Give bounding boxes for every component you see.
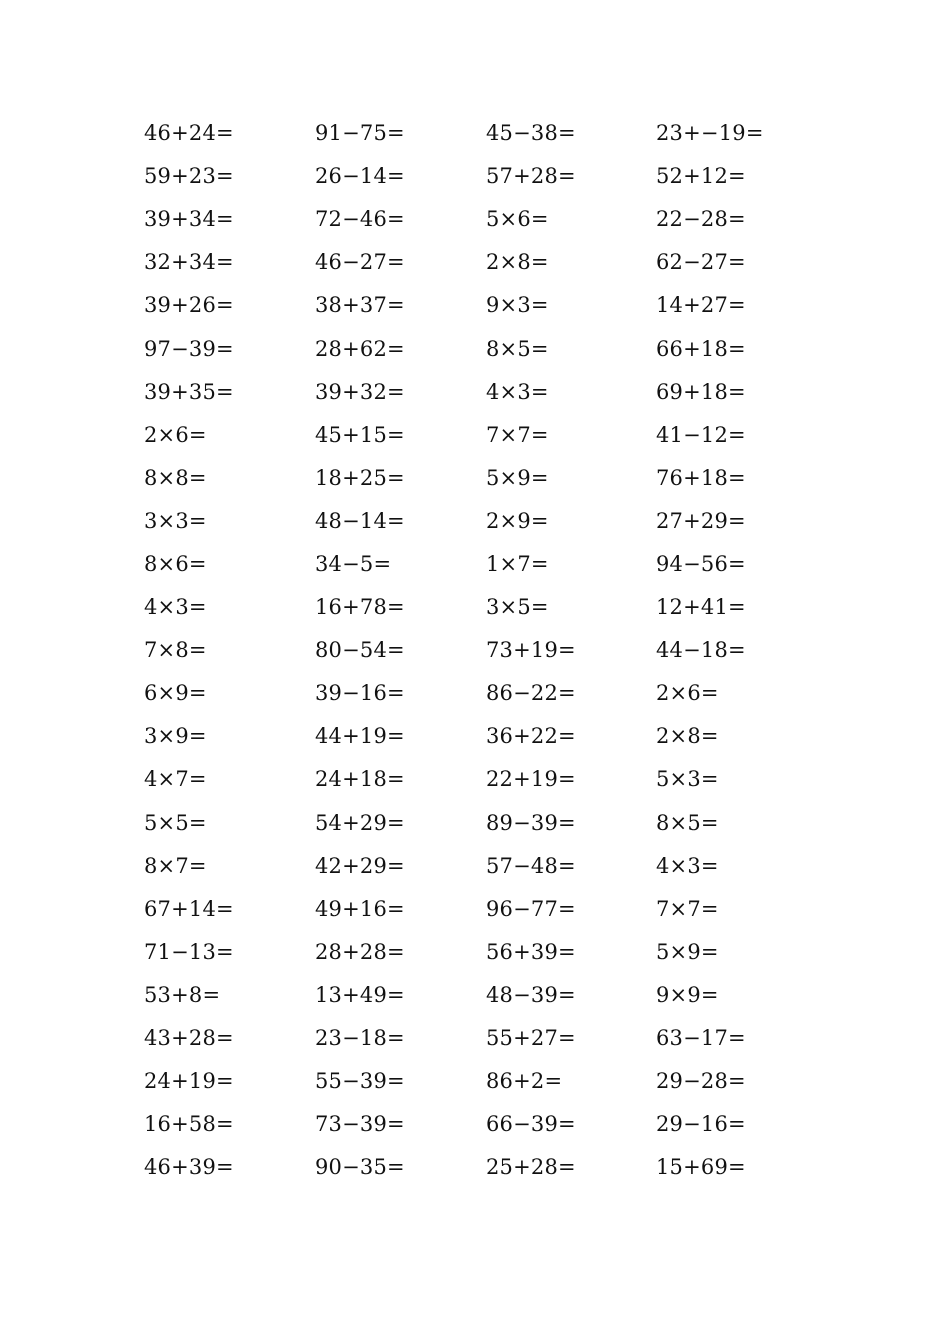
math-problem: 57+28= xyxy=(486,164,576,189)
math-problem: 23−18= xyxy=(315,1026,405,1051)
math-problem: 57−48= xyxy=(486,853,576,878)
math-problem: 46+24= xyxy=(144,121,234,146)
math-problem: 39+35= xyxy=(144,379,234,404)
math-problem: 4×7= xyxy=(144,767,207,792)
math-problem: 8×5= xyxy=(486,336,549,361)
math-problem: 9×9= xyxy=(656,982,719,1007)
math-problem: 39+32= xyxy=(315,379,405,404)
math-problem: 96−77= xyxy=(486,896,576,921)
math-problem: 59+23= xyxy=(144,164,234,189)
math-problem: 46+39= xyxy=(144,1155,234,1180)
math-problem: 66+18= xyxy=(656,336,746,361)
math-problem: 72−46= xyxy=(315,207,405,232)
math-problem: 1×7= xyxy=(486,551,549,576)
math-problem: 44+19= xyxy=(315,724,405,749)
math-problem: 8×8= xyxy=(144,465,207,490)
math-problem: 2×9= xyxy=(486,508,549,533)
math-problem: 25+28= xyxy=(486,1155,576,1180)
math-problem: 23+−19= xyxy=(656,121,764,146)
math-problem: 34−5= xyxy=(315,551,392,576)
math-problem: 5×9= xyxy=(656,939,719,964)
math-problem: 32+34= xyxy=(144,250,234,275)
math-problem: 80−54= xyxy=(315,638,405,663)
math-problem: 7×8= xyxy=(144,638,207,663)
math-problem: 52+12= xyxy=(656,164,746,189)
math-problem: 53+8= xyxy=(144,982,221,1007)
math-problem: 4×3= xyxy=(486,379,549,404)
math-problem: 5×5= xyxy=(144,810,207,835)
math-problem: 39+26= xyxy=(144,293,234,318)
math-problem: 9×3= xyxy=(486,293,549,318)
math-problem: 86+2= xyxy=(486,1069,563,1094)
math-problem: 8×7= xyxy=(144,853,207,878)
math-problem: 13+49= xyxy=(315,982,405,1007)
math-problem: 48−14= xyxy=(315,508,405,533)
math-problem: 76+18= xyxy=(656,465,746,490)
math-problem: 38+37= xyxy=(315,293,405,318)
math-problem: 14+27= xyxy=(656,293,746,318)
math-problem: 3×3= xyxy=(144,508,207,533)
math-problem: 45+15= xyxy=(315,422,405,447)
math-problem: 94−56= xyxy=(656,551,746,576)
math-problem: 8×5= xyxy=(656,810,719,835)
math-problem: 39−16= xyxy=(315,681,405,706)
math-problem: 3×9= xyxy=(144,724,207,749)
math-problem: 4×3= xyxy=(656,853,719,878)
math-problem: 5×3= xyxy=(656,767,719,792)
math-problem: 55+27= xyxy=(486,1026,576,1051)
math-problem: 69+18= xyxy=(656,379,746,404)
math-problem: 39+34= xyxy=(144,207,234,232)
math-problem: 48−39= xyxy=(486,982,576,1007)
math-problem: 49+16= xyxy=(315,896,405,921)
math-problem: 29−16= xyxy=(656,1112,746,1137)
problem-grid xyxy=(144,112,826,1189)
math-problem: 62−27= xyxy=(656,250,746,275)
math-problem: 56+39= xyxy=(486,939,576,964)
math-problem: 41−12= xyxy=(656,422,746,447)
math-problem: 91−75= xyxy=(315,121,405,146)
math-problem: 8×6= xyxy=(144,551,207,576)
math-problem: 43+28= xyxy=(144,1026,234,1051)
math-problem: 6×9= xyxy=(144,681,207,706)
math-problem: 44−18= xyxy=(656,638,746,663)
math-problem: 54+29= xyxy=(315,810,405,835)
math-problem: 24+18= xyxy=(315,767,405,792)
math-problem: 5×6= xyxy=(486,207,549,232)
math-problem: 4×3= xyxy=(144,595,207,620)
math-problem: 89−39= xyxy=(486,810,576,835)
math-problem: 36+22= xyxy=(486,724,576,749)
math-problem: 27+29= xyxy=(656,508,746,533)
math-problem: 16+58= xyxy=(144,1112,234,1137)
math-problem: 18+25= xyxy=(315,465,405,490)
math-problem: 26−14= xyxy=(315,164,405,189)
math-problem: 73−39= xyxy=(315,1112,405,1137)
math-problem: 46−27= xyxy=(315,250,405,275)
math-problem: 55−39= xyxy=(315,1069,405,1094)
math-problem: 5×9= xyxy=(486,465,549,490)
math-problem: 29−28= xyxy=(656,1069,746,1094)
math-problem: 2×6= xyxy=(656,681,719,706)
math-problem: 45−38= xyxy=(486,121,576,146)
math-problem: 2×6= xyxy=(144,422,207,447)
math-problem: 67+14= xyxy=(144,896,234,921)
math-problem: 86−22= xyxy=(486,681,576,706)
math-problem: 22−28= xyxy=(656,207,746,232)
math-problem: 28+28= xyxy=(315,939,405,964)
math-problem: 3×5= xyxy=(486,595,549,620)
math-problem: 22+19= xyxy=(486,767,576,792)
math-problem: 7×7= xyxy=(486,422,549,447)
math-problem: 90−35= xyxy=(315,1155,405,1180)
math-problem: 2×8= xyxy=(486,250,549,275)
math-problem: 63−17= xyxy=(656,1026,746,1051)
math-problem: 66−39= xyxy=(486,1112,576,1137)
math-problem: 71−13= xyxy=(144,939,234,964)
math-problem: 2×8= xyxy=(656,724,719,749)
math-problem: 7×7= xyxy=(656,896,719,921)
math-problem: 15+69= xyxy=(656,1155,746,1180)
math-problem: 42+29= xyxy=(315,853,405,878)
math-problem: 28+62= xyxy=(315,336,405,361)
math-problem: 73+19= xyxy=(486,638,576,663)
math-problem: 97−39= xyxy=(144,336,234,361)
math-problem: 24+19= xyxy=(144,1069,234,1094)
math-problem: 12+41= xyxy=(656,595,746,620)
math-problem: 16+78= xyxy=(315,595,405,620)
